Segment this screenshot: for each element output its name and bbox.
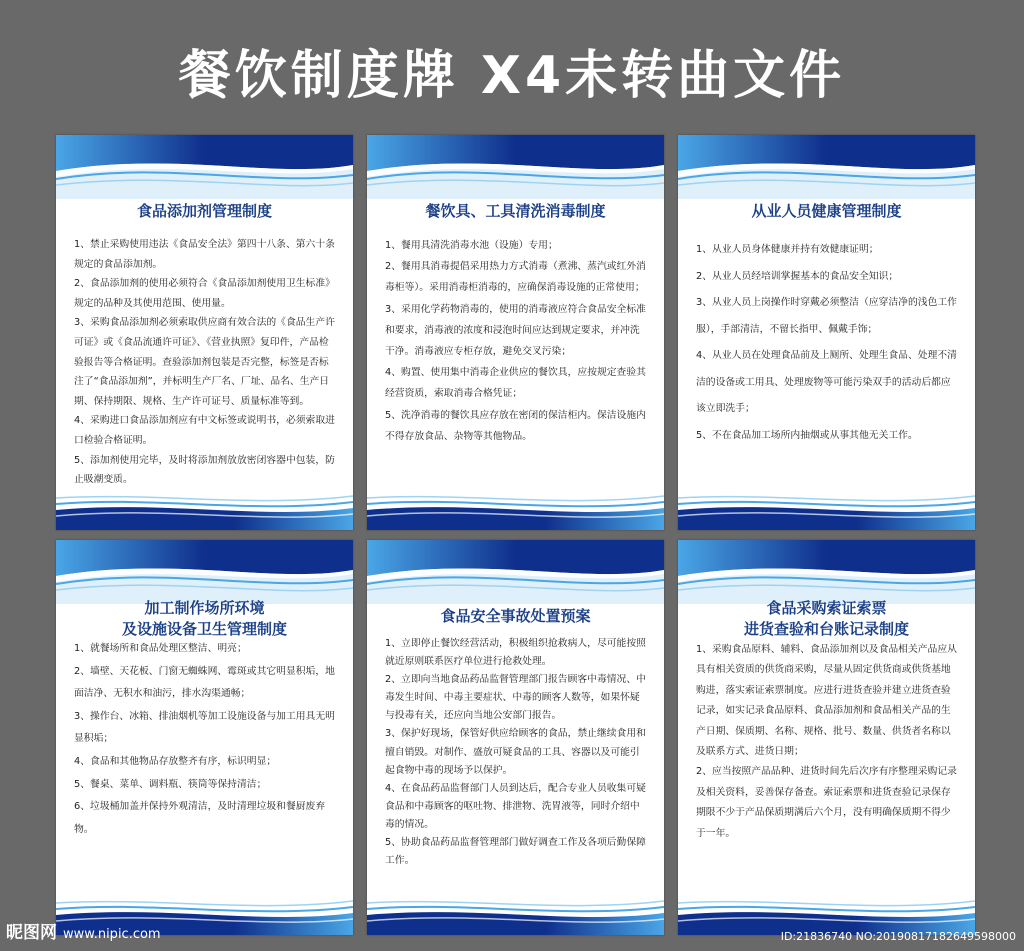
- wave-graphic: [367, 897, 664, 935]
- panel-procurement-records: [678, 540, 975, 935]
- rule-item: 1、立即停止餐饮经营活动，积极组织抢救病人，尽可能按照就近原则联系医疗单位进行抢救处理。: [385, 638, 646, 668]
- panel-bottom-wave: [678, 492, 975, 530]
- wave-graphic: [56, 135, 353, 199]
- rule-item: 2、食品添加剂的使用必须符合《食品添加剂使用卫生标准》规定的品种及其使用范围、使用量。: [74, 278, 335, 309]
- wave-graphic: [678, 540, 975, 604]
- rule-item: 4、在食品药品监督部门人员到达后，配合专业人员收集可疑食品和中毒顾客的呕吐物、排泄物、洗胃液等，同时介绍中毒的情况。: [385, 782, 646, 830]
- rule-item: 5、添加剂使用完毕，及时将添加剂放放密闭容器中包装，防止吸潮变质。: [74, 454, 335, 486]
- panel-title: 加工制作场所环境 及设施设备卫生管理制度: [121, 599, 287, 638]
- wave-graphic: [56, 540, 353, 604]
- rule-item: 2、应当按照产品品种、进货时间先后次序有序整理采购记录及相关资料，妥善保存备查。索证索票和进货查验记录保存期限不少于产品保质期满后六个月，没有明确保质期不得少于一年。: [696, 766, 957, 839]
- panel-body: [696, 237, 959, 449]
- wave-graphic: [367, 540, 664, 604]
- panel-top-wave: [56, 135, 353, 199]
- wave-graphic: [367, 135, 664, 199]
- rule-item: 3、保护好现场，保管好供应给顾客的食品，禁止继续食用和擅自销毁。对制作、盛放可疑食品的工具、容器以及可能引起食物中毒的现场予以保护。: [385, 728, 646, 776]
- panel-top-wave: [678, 540, 975, 604]
- rule-item: 3、从业人员上岗操作时穿戴必须整洁（应穿洁净的浅色工作服），手部清洁，不留长指甲、佩戴手饰；: [696, 297, 957, 335]
- panel-body: [696, 640, 959, 844]
- wave-graphic: [678, 135, 975, 199]
- rule-item: 4、从业人员在处理食品前及上厕所、处理生食品、处理不清洁的设备或工用具、处理废物等可能污染双手的活动后都应该立即洗手；: [696, 350, 957, 414]
- panel-title: 食品安全事故处置预案: [440, 607, 591, 625]
- rule-item: 2、墙壁、天花板、门窗无蜘蛛网、霉斑或其它明显积垢，地面洁净、无积水和油污，排水沟渠通畅；: [74, 665, 335, 700]
- watermark-id: ID:21836740 NO:20190817182649598000: [780, 930, 1016, 943]
- panel-tableware-cleaning: [367, 135, 664, 530]
- rule-item: 1、采购食品原料、辅料、食品添加剂以及食品相关产品应从具有相关资质的供货商采购，尽量从固定供货商或供货基地购进，落实索证索票制度。应进行进货查验并建立进货查验记录，如实记录食品原料、食品添加剂和食品相关产品的生产日期、保质期、名称、规格、批号、数量、供货者名称以及联系方式、进货日期；: [696, 644, 957, 758]
- panel-incident-response: [367, 540, 664, 935]
- page-title: 餐饮制度牌 X4未转曲文件: [178, 46, 846, 106]
- rule-item: 5、不在食品加工场所内抽烟或从事其他无关工作。: [696, 429, 918, 441]
- panel-staff-health: [678, 135, 975, 530]
- rule-item: 2、从业人员经培训掌握基本的食品安全知识；: [696, 270, 899, 282]
- panel-body: [74, 235, 337, 490]
- rule-item: 3、采用化学药物消毒的，使用的消毒液应符合食品安全标准和要求，消毒液的浓度和浸泡时间应达到规定要求，并冲洗干净。消毒液应专柜存放，避免交叉污染；: [385, 303, 646, 358]
- panel-bottom-wave: [56, 492, 353, 530]
- panel-body: [385, 235, 648, 447]
- rule-item: 2、立即向当地食品药品监督管理部门报告顾客中毒情况、中毒发生时间、中毒主要症状、中毒的顾客人数等，如果怀疑与投毒有关，还应向当地公安部门报告。: [385, 674, 646, 722]
- panel-title: 食品采购索证索票 进货查验和台账记录制度: [743, 599, 909, 638]
- rule-item: 6、垃圾桶加盖并保持外观清洁，及时清理垃圾和餐厨废弃物。: [74, 801, 326, 835]
- rule-item: 5、餐桌、菜单、调料瓶、筷筒等保持清洁；: [74, 778, 267, 790]
- panel-top-wave: [56, 540, 353, 604]
- rule-item: 1、就餐场所和食品处理区整洁、明亮；: [74, 643, 247, 654]
- rule-item: 1、禁止采购使用违法《食品安全法》第四十八条、第六十条规定的食品添加剂。: [74, 239, 335, 270]
- rule-item: 4、采购进口食品添加剂应有中文标签或说明书，必须索取进口检验合格证明。: [74, 415, 335, 446]
- watermark-site: www.nipic.com: [63, 927, 161, 942]
- rule-item: 4、食品和其他物品存放整齐有序，标识明显；: [74, 755, 277, 767]
- panel-body: [74, 638, 337, 841]
- watermark-logo: [6, 918, 161, 943]
- rule-item: 1、从业人员身体健康并持有效健康证明；: [696, 244, 879, 255]
- rule-item: 1、餐用具清洗消毒水池（设施）专用；: [385, 240, 558, 251]
- panel-bottom-wave: [367, 897, 664, 935]
- panel-top-wave: [678, 135, 975, 199]
- panel-title: 食品添加剂管理制度: [136, 202, 272, 220]
- rule-item: 3、操作台、冰箱、排油烟机等加工设施设备与加工用具无明显积垢；: [74, 710, 335, 745]
- panel-title: 从业人员健康管理制度: [751, 202, 902, 220]
- rule-item: 4、购置、使用集中消毒企业供应的餐饮具，应按规定查验其经营资质，索取消毒合格凭证；: [385, 367, 646, 400]
- rule-item: 2、餐用具消毒提倡采用热力方式消毒（煮沸、蒸汽或红外消毒柜等）。采用消毒柜消毒的，应确保消毒设施的正常使用；: [385, 261, 646, 294]
- panel-top-wave: [367, 135, 664, 199]
- watermark-logo-text: 昵图网: [6, 923, 57, 943]
- panel-bottom-wave: [367, 492, 664, 530]
- wave-graphic: [56, 492, 353, 530]
- panel-workplace-hygiene: [56, 540, 353, 935]
- panel-title: 餐饮具、工具清洗消毒制度: [425, 202, 606, 220]
- panel-food-additive: [56, 135, 353, 530]
- wave-graphic: [367, 492, 664, 530]
- panel-top-wave: [367, 540, 664, 604]
- rule-item: 3、采购食品添加剂必须索取供应商有效合法的《食品生产许可证》或《食品流通许可证》、《营业执照》复印件，产品检验报告等合格证明。查验添加剂包装是否完整，标签是否标注了“食品添加剂”，并标明生产厂名、厂址、品名、生产日期、保持期限、规格、生产许可证号、质量标准等到。: [74, 317, 335, 407]
- panel-body: [385, 635, 648, 870]
- rule-item: 5、洗净消毒的餐饮具应存放在密闭的保洁柜内。保洁设施内不得存放食品、杂物等其他物品。: [385, 409, 646, 442]
- wave-graphic: [678, 492, 975, 530]
- rule-item: 5、协助食品药品监督管理部门做好调查工作及各项后勤保障工作。: [385, 837, 646, 867]
